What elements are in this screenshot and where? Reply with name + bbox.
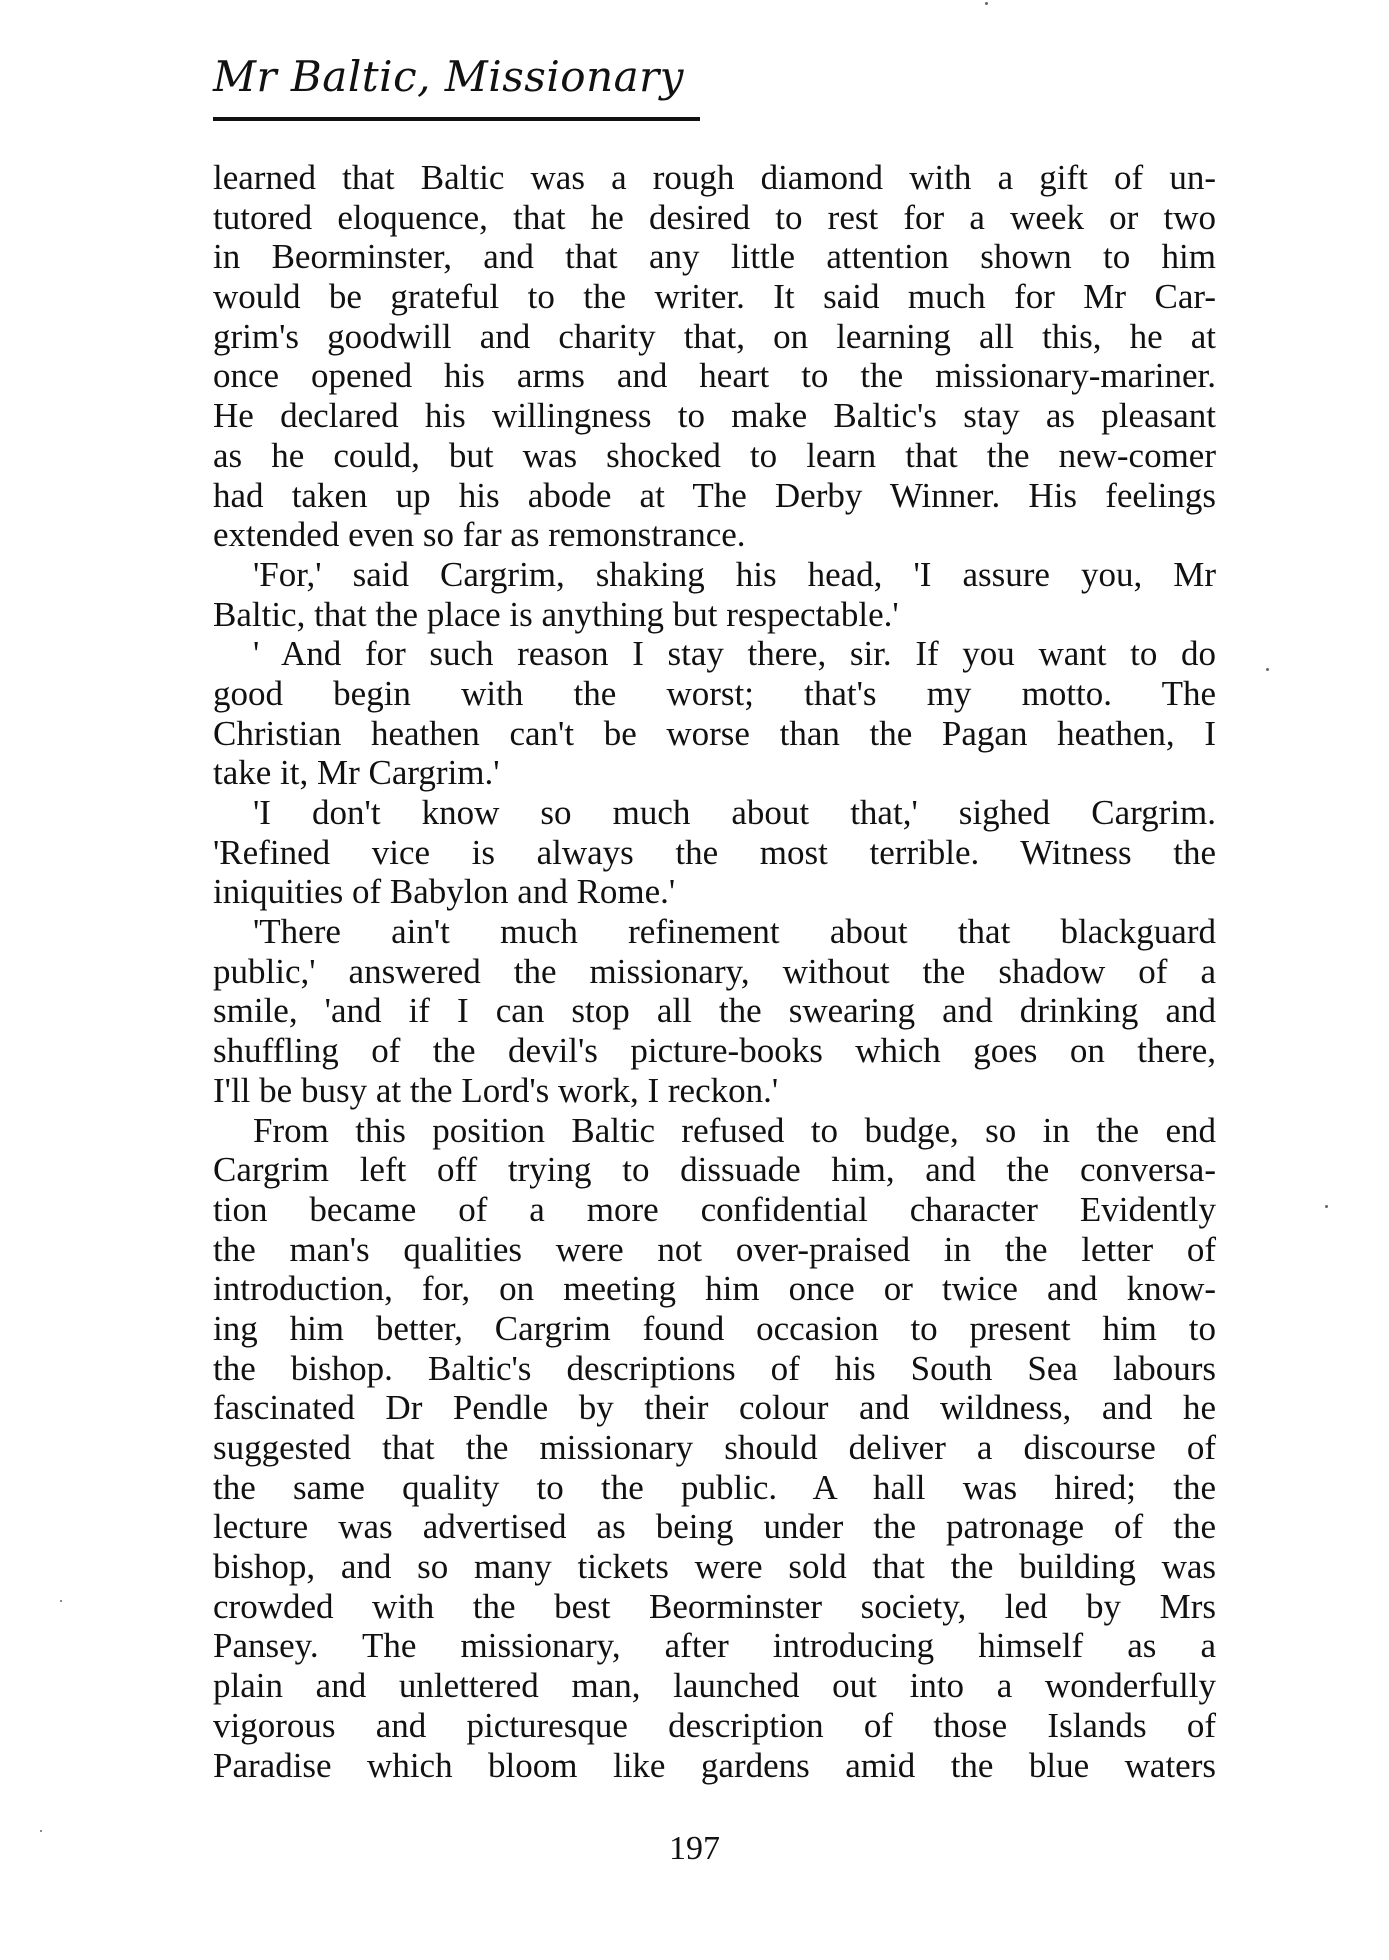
text-line: would be grateful to the writer. It said much for Mr Car-: [213, 277, 1216, 317]
text-line: Christian heathen can't be worse than the Pagan heathen, I: [213, 713, 1216, 753]
text-line: ' And for such reason I stay there, sir. If you want to do: [253, 634, 1216, 674]
text-line: good begin with the worst; that's my motto. The: [213, 673, 1216, 713]
page-number: 197: [669, 1830, 720, 1867]
text-line: the man's qualities were not over-praised in the letter of: [213, 1229, 1216, 1269]
text-line: learned that Baltic was a rough diamond with a gift of un-: [213, 158, 1216, 197]
text-line: Pansey. The missionary, after introducing himself as a: [213, 1626, 1216, 1666]
print-speck: [1266, 668, 1269, 671]
text-line: the bishop. Baltic's descriptions of his South Sea labours: [213, 1348, 1216, 1388]
text-line: Paradise which bloom like gardens amid the blue waters: [213, 1745, 1216, 1785]
text-line: lecture was advertised as being under the patronage of the: [213, 1507, 1216, 1547]
text-line: had taken up his abode at The Derby Winner. His feelings: [213, 475, 1216, 515]
text-line: 'There ain't much refinement about that blackguard: [253, 912, 1216, 952]
text-line: grim's goodwill and charity that, on learning all this, he at: [213, 316, 1216, 356]
body-text: [213, 158, 1216, 1785]
text-line: smile, 'and if I can stop all the swearing and drinking and: [213, 991, 1216, 1031]
text-line: tutored eloquence, that he desired to rest for a week or two: [213, 197, 1216, 237]
text-line: ing him better, Cargrim found occasion to present him to: [213, 1308, 1216, 1348]
text-line: 'I don't know so much about that,' sighed Cargrim.: [253, 793, 1216, 832]
text-line: in Beorminster, and that any little attention shown to him: [213, 237, 1216, 277]
print-speck: [40, 1830, 42, 1832]
text-line: introduction, for, on meeting him once or twice and know-: [213, 1269, 1216, 1309]
text-line: extended even so far as remonstrance.: [213, 515, 746, 555]
text-line: as he could, but was shocked to learn that the new-comer: [213, 435, 1216, 475]
print-speck: [985, 2, 988, 5]
text-line: tion became of a more confidential character Evidently: [213, 1189, 1216, 1229]
text-line: He declared his willingness to make Baltic's stay as pleasant: [213, 396, 1216, 436]
text-line: shuffling of the devil's picture-books which goes on there,: [213, 1031, 1216, 1071]
text-line: 'For,' said Cargrim, shaking his head, 'I assure you, Mr: [253, 554, 1216, 594]
text-line: vigorous and picturesque description of those Islands of: [213, 1705, 1216, 1745]
text-line: 'Refined vice is always the most terrible. Witness the: [213, 832, 1216, 872]
text-line: public,' answered the missionary, without the shadow of a: [213, 951, 1216, 991]
text-line: Baltic, that the place is anything but respectable.': [213, 594, 899, 634]
text-line: once opened his arms and heart to the missionary-mariner.: [213, 356, 1216, 396]
header-rule: [213, 117, 700, 121]
text-line: From this position Baltic refused to budge, so in the end: [253, 1110, 1216, 1150]
text-line: crowded with the best Beorminster society, led by Mrs: [213, 1586, 1216, 1626]
print-speck: [60, 1600, 62, 1602]
text-line: the same quality to the public. A hall was hired; the: [213, 1467, 1216, 1507]
print-speck: [1325, 1205, 1328, 1208]
text-line: I'll be busy at the Lord's work, I reckon.': [213, 1070, 779, 1110]
text-line: suggested that the missionary should deliver a discourse of: [213, 1428, 1216, 1467]
text-line: plain and unlettered man, launched out into a wonderfully: [213, 1666, 1216, 1706]
text-line: take it, Mr Cargrim.': [213, 753, 500, 793]
running-title: Mr Baltic, Missionary: [213, 52, 684, 101]
text-line: bishop, and so many tickets were sold that the building was: [213, 1547, 1216, 1587]
text-line: iniquities of Babylon and Rome.': [213, 872, 676, 912]
text-line: fascinated Dr Pendle by their colour and wildness, and he: [213, 1388, 1216, 1428]
text-line: Cargrim left off trying to dissuade him, and the conversa-: [213, 1150, 1216, 1190]
